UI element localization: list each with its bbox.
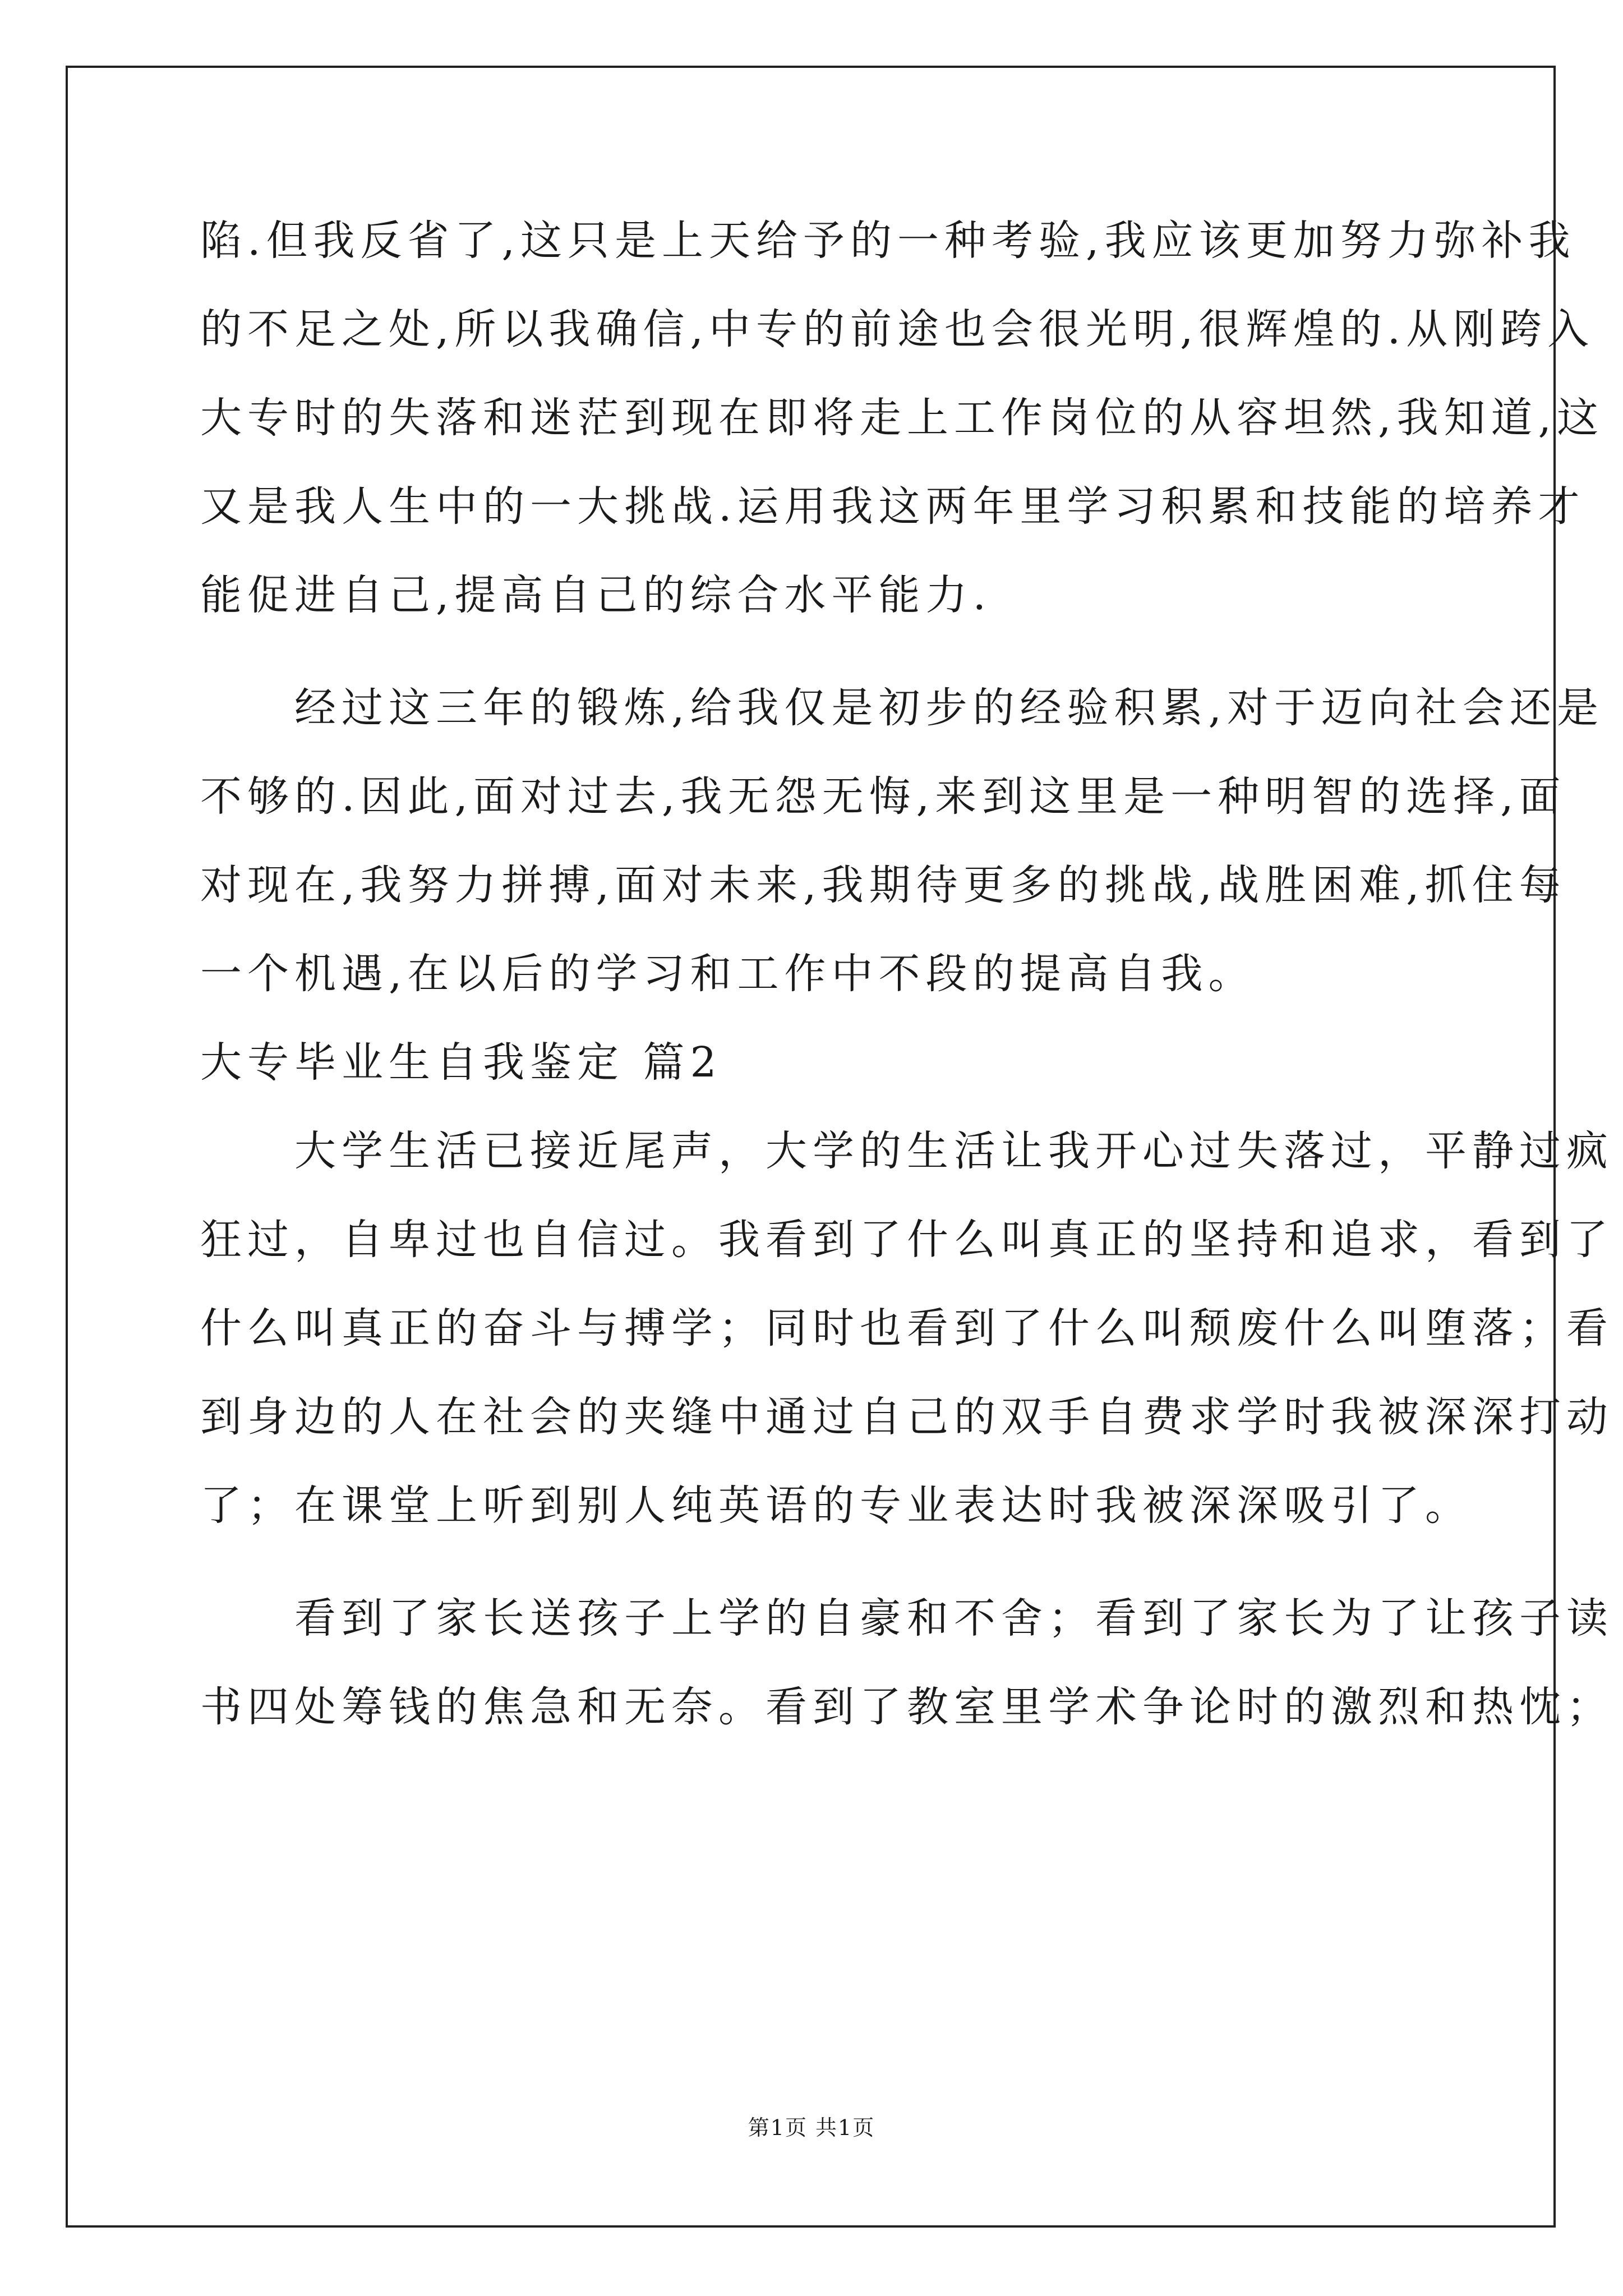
text-line: 一个机遇,在以后的学习和工作中不段的提高自我。 [200, 950, 1256, 998]
text-line: 陷.但我反省了,这只是上天给予的一种考验,我应该更加努力弥补我 [200, 217, 1576, 265]
text-line: 不够的.因此,面对过去,我无怨无悔,来到这里是一种明智的选择,面 [200, 772, 1566, 821]
paragraph [200, 217, 1604, 663]
paragraph [200, 684, 1604, 1042]
text-line: 到身边的人在社会的夹缝中通过自己的双手自费求学时我被深深打动 [200, 1393, 1613, 1441]
text-line: 的不足之处,所以我确信,中专的前途也会很光明,很辉煌的.从刚跨入 [200, 305, 1595, 353]
text-line: 大学生活已接近尾声，大学的生活让我开心过失落过，平静过疯 [294, 1127, 1613, 1175]
text-line: 大专时的失落和迷茫到现在即将走上工作岗位的从容坦然,我知道,这 [200, 394, 1604, 442]
text-line: 什么叫真正的奋斗与搏学；同时也看到了什么叫颓废什么叫堕落；看 [200, 1304, 1613, 1352]
text-line: 又是我人生中的一大挑战.运用我这两年里学习积累和技能的培养才 [200, 482, 1585, 531]
page-footer: 第1页 共1页 [748, 2115, 875, 2140]
paragraph [200, 1594, 1613, 1775]
text-line: 对现在,我努力拼搏,面对未来,我期待更多的挑战,战胜困难,抓住每 [200, 861, 1566, 909]
text-line: 了；在课堂上听到别人纯英语的专业表达时我被深深吸引了。 [200, 1481, 1472, 1530]
section-heading: 大专毕业生自我鉴定 篇2 [200, 1038, 722, 1087]
text-line: 书四处筹钱的焦急和无奈。看到了教室里学术争论时的激烈和热忱； [200, 1683, 1613, 1731]
document-body [200, 217, 1613, 1775]
text-line: 经过这三年的锻炼,给我仅是初步的经验积累,对于迈向社会还是 [294, 684, 1604, 732]
text-line: 看到了家长送孩子上学的自豪和不舍；看到了家长为了让孩子读 [294, 1594, 1613, 1642]
text-line: 狂过，自卑过也自信过。我看到了什么叫真正的坚持和追求，看到了 [200, 1216, 1613, 1264]
paragraph [200, 1127, 1613, 1573]
text-line: 能促进自己,提高自己的综合水平能力. [200, 571, 992, 619]
